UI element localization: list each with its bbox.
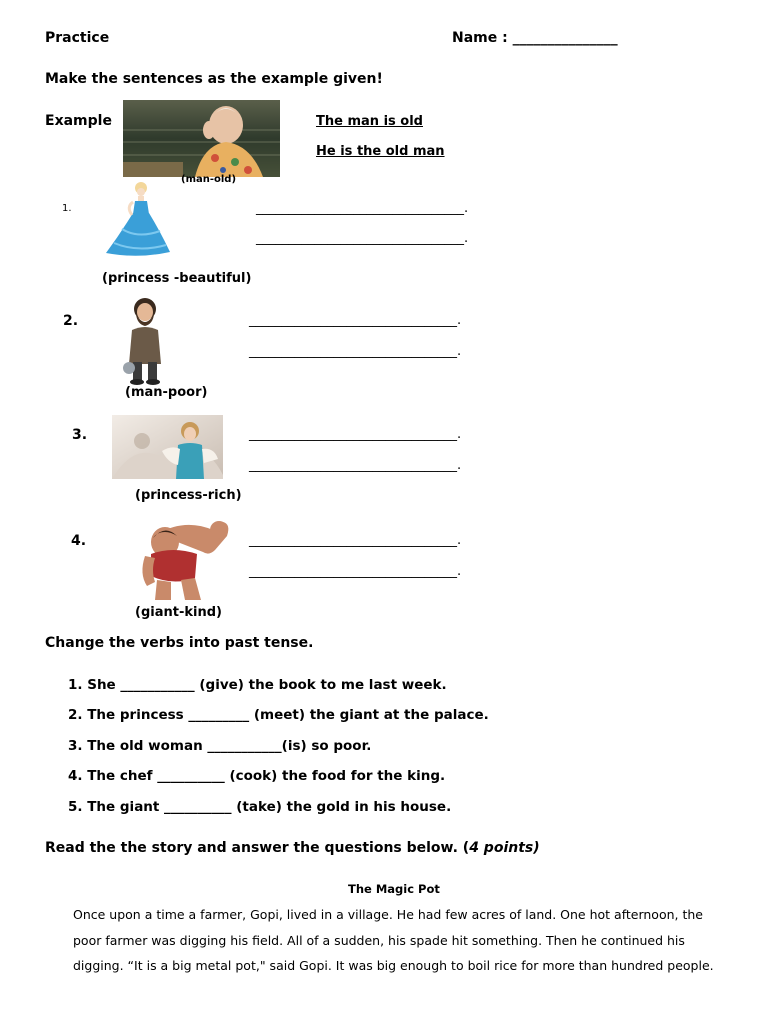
verb-exercise-3[interactable]: 3. The old woman ___________(is) so poor. — [68, 738, 372, 754]
points-label: 4 points) — [469, 840, 540, 856]
name-field-label[interactable]: Name : _______________ — [452, 30, 618, 46]
item4-caption: (giant-kind) — [135, 605, 222, 620]
item4-answer-line-2[interactable]: ________________________________. — [249, 564, 462, 579]
princess-illustration — [102, 179, 174, 257]
item3-answer-line-1[interactable]: ________________________________. — [249, 427, 462, 442]
giant-illustration — [137, 516, 231, 602]
example-sentence-2: He is the old man — [316, 144, 445, 159]
old-man-photo — [123, 100, 280, 177]
item2-caption: (man-poor) — [125, 385, 208, 400]
section3-instruction — [45, 840, 540, 856]
item4-answer-line-1[interactable]: ________________________________. — [249, 533, 462, 548]
item1-caption: (princess -beautiful) — [102, 271, 252, 286]
item1-answer-line-1[interactable]: ________________________________. — [256, 201, 469, 216]
example-label: Example — [45, 113, 112, 129]
item1-answer-line-2[interactable]: ________________________________. — [256, 231, 469, 246]
item1-number: 1. — [62, 203, 72, 214]
rich-princess-photo — [112, 415, 223, 479]
story-line-1: Once upon a time a farmer, Gopi, lived in a village. He had few acres of land. One hot afternoon, the — [73, 907, 703, 922]
item4-number: 4. — [71, 533, 87, 549]
verb-exercise-1[interactable]: 1. She ___________ (give) the book to me last week. — [68, 677, 447, 693]
verb-exercise-2[interactable]: 2. The princess _________ (meet) the giant at the palace. — [68, 707, 489, 723]
verb-exercise-4[interactable]: 4. The chef __________ (cook) the food for the king. — [68, 768, 446, 784]
poor-man-illustration — [119, 296, 171, 386]
practice-title: Practice — [45, 30, 110, 46]
item2-number: 2. — [63, 313, 79, 329]
verb-exercise-5[interactable]: 5. The giant __________ (take) the gold in his house. — [68, 799, 452, 815]
item2-answer-line-2[interactable]: ________________________________. — [249, 344, 462, 359]
section1-instruction: Make the sentences as the example given! — [45, 71, 383, 87]
item3-number: 3. — [72, 427, 88, 443]
section2-instruction: Change the verbs into past tense. — [45, 635, 314, 651]
story-line-3: digging. “It is a big metal pot," said Gopi. It was big enough to boil rice for more than hundred people. — [73, 958, 714, 973]
section3-instruction-text: Read the the story and answer the questions below. ( — [45, 840, 470, 856]
item3-caption: (princess-rich) — [135, 488, 242, 503]
item3-answer-line-2[interactable]: ________________________________. — [249, 458, 462, 473]
story-line-2: poor farmer was digging his field. All of a sudden, his spade hit something. Then he continued his — [73, 933, 685, 948]
story-title: The Magic Pot — [348, 882, 440, 896]
item2-answer-line-1[interactable]: ________________________________. — [249, 313, 462, 328]
example-sentence-1: The man is old — [316, 114, 423, 129]
example-caption: (man-old) — [181, 174, 237, 185]
